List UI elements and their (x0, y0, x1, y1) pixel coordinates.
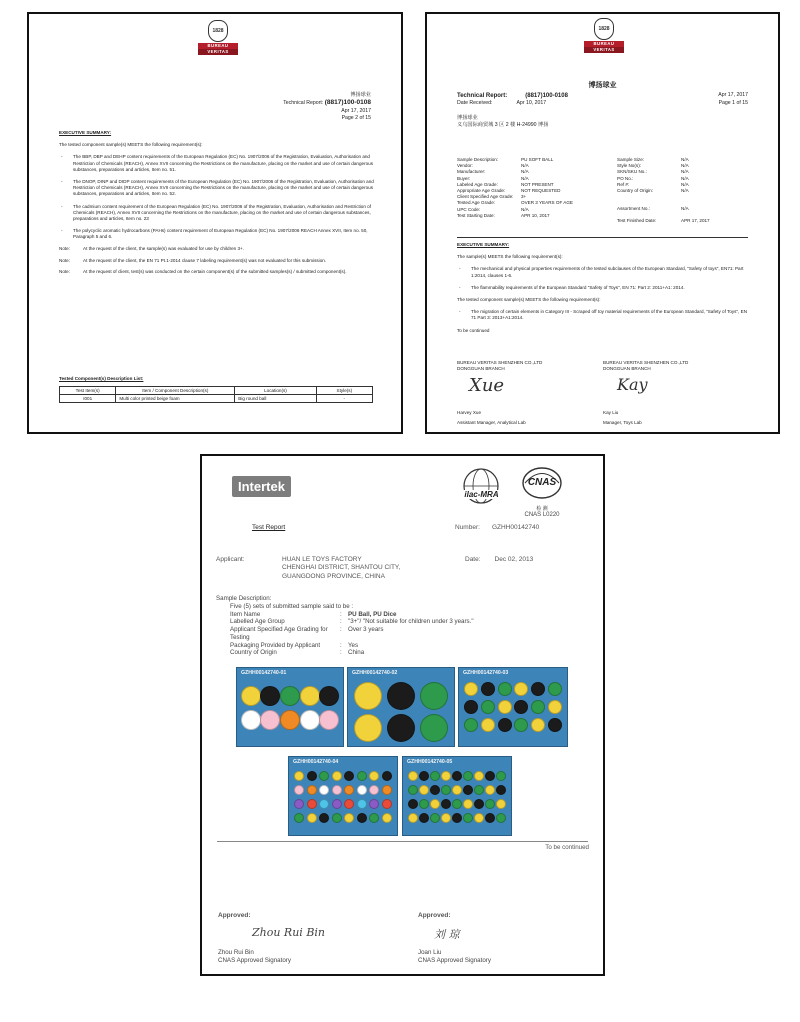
sample-ball (332, 785, 342, 795)
sample-ball (332, 771, 342, 781)
sample-ball (369, 771, 379, 781)
sample-ball (430, 785, 440, 795)
bureau-veritas-logo: 1828 BUREAU VERITAS (196, 20, 240, 55)
sample-ball (498, 718, 512, 732)
sample-ball (307, 799, 317, 809)
approved-label: Approved: (218, 912, 251, 919)
sample-ball (408, 785, 418, 795)
sample-ball (369, 785, 379, 795)
component-table (59, 386, 373, 403)
client-address-cn: 义乌国际商贸城 3 区 2 楼 H-24990 博扬 (457, 122, 549, 129)
sample-ball (241, 710, 261, 730)
sample-ball (294, 785, 304, 795)
sample-ball (464, 682, 478, 696)
approved-label: Approved: (418, 912, 451, 919)
sample-ball (514, 700, 528, 714)
sample-ball (319, 771, 329, 781)
bv-report-page-1 (425, 12, 780, 434)
table-title: Tested Component(s) Description List: (59, 376, 144, 381)
report-date: Date: Dec 02, 2013 (465, 556, 534, 563)
sample-ball (408, 799, 418, 809)
requirement-list (59, 154, 377, 240)
ilac-globe-icon (454, 466, 509, 511)
sample-photo-05: GZHH00142740-05 (402, 756, 512, 836)
note: Note: At the request of the client, the EN 71 Pt.1-2014 clause 7 labeling requirement(s) was not evaluated for this submission. (59, 257, 327, 263)
note: Note: At the request of client, test(s) was conducted on the certain component(s) of the submitted samples(s) / submitted component(s). (59, 268, 347, 274)
column-header: Style(s) (316, 387, 372, 395)
sample-ball (498, 682, 512, 696)
sample-photo-02: GZHH00142740-02 (347, 667, 455, 747)
sample-ball (294, 799, 304, 809)
sample-ball (357, 799, 367, 809)
ilac-mra-logo: ilac-MRA (454, 466, 509, 511)
list-item: - The polycyclic aromatic hydrocarbons (PAHs) content requirement of European Regulation (EC) No. 1907/2006 REACH Annex XVII, Item no. 50, Paragraph 5 and 6. (59, 228, 377, 240)
sample-ball (441, 813, 451, 823)
sample-photo-01: GZHH00142740-01 (236, 667, 344, 747)
sample-ball (463, 813, 473, 823)
sample-ball (294, 813, 304, 823)
signer-block: BUREAU VERITAS SHENZHEN CO.,LTD DONGGUAN BRANCH Kay Kay Liu Manager, Toys Lab (603, 360, 689, 425)
sample-ball (369, 813, 379, 823)
sample-ball (280, 710, 300, 730)
sample-ball (419, 785, 429, 795)
sample-ball (452, 813, 462, 823)
sample-ball (485, 785, 495, 795)
sample-ball (452, 785, 462, 795)
sample-ball (481, 718, 495, 732)
sample-description: Sample Description: Five (5) sets of submitted sample said to be : Item Name : PU Ball, PU Dice Labelled Age Group : "3+"/ "Not suitable for children under 3 years." Applicant Specified Age Grading for Testing : Over 3 years Packaging Provided by Applicant : Yes Country of Origin : China (216, 595, 474, 657)
sample-ball (344, 799, 354, 809)
sample-ball (294, 771, 304, 781)
approver-block: Zhou Rui Bin CNAS Approved Signatory (218, 949, 291, 965)
sample-ball (332, 813, 342, 823)
sample-ball (260, 686, 280, 706)
sample-ball (463, 771, 473, 781)
sample-ball (498, 700, 512, 714)
client-cn-1: 博扬球业 (457, 115, 478, 122)
sample-ball (452, 799, 462, 809)
bv-seal-icon: 1828 (594, 18, 614, 40)
sample-ball (474, 785, 484, 795)
sample-ball (408, 813, 418, 823)
sample-photo-04: GZHH00142740-04 (288, 756, 398, 836)
sample-ball (474, 799, 484, 809)
applicant-label: Applicant: (216, 556, 245, 563)
sample-ball (531, 682, 545, 696)
sample-ball (496, 813, 506, 823)
component-list (59, 376, 373, 403)
sample-ball (548, 682, 562, 696)
report-date: Apr 17, 2017 (341, 107, 371, 114)
intertek-report-page (200, 454, 605, 976)
sample-ball (430, 813, 440, 823)
sample-ball (319, 710, 339, 730)
approver-block: Joan Liu CNAS Approved Signatory (418, 949, 491, 965)
sample-ball (474, 813, 484, 823)
page-number: Page 2 of 15 (341, 114, 371, 121)
sample-ball (531, 700, 545, 714)
sample-ball (307, 785, 317, 795)
sample-ball (319, 785, 329, 795)
table-row: I001 Multi color printed beige foam Big round ball - (60, 395, 373, 403)
signer-block: BUREAU VERITAS SHENZHEN CO.,LTD DONGGUAN BRANCH Xue Harvey Xue Assistant Manager, Analytical Lab (457, 360, 543, 425)
sample-ball (357, 771, 367, 781)
summary-title: EXECUTIVE SUMMARY: (59, 130, 112, 135)
list-item: - The BBP, DBP and DEHP content requirements of the European Regulation (EC) No. 1907/2006 of the Registration, Evaluation, Authorisation and Restriction of Chemicals (REACH), Annex XVII concerning the Restrictions on the manufacture, placing on the market and use of certain dangerous substances, preparations and articles, Item no. 51. (59, 154, 377, 173)
table-header-row (60, 387, 373, 395)
sample-ball (280, 686, 300, 706)
sample-ball (260, 710, 280, 730)
executive-summary: EXECUTIVE SUMMARY: The sample(s) MEETS the following requirement(s): - The mechanical and physical properties requirements of the tested subclauses of the European Standard, "Safety of toys", EN71: Part 1:2014, clauses 1-6. - The flammability requirements of the European Standard "Safety of Toys", EN 71: Part 2: 2011+A1: 2014. The tested component sample(s) MEETS the following requirement(s): - The migration of certain elements in Category III - Scraped off toy material requirements of the European Standard, "Safety of Toys", EN 71 Part 3: 2013+A1:2014. To be continued (457, 242, 753, 334)
report-number: Number: GZHH00142740 (455, 524, 540, 531)
sample-ball (464, 718, 478, 732)
report-header (283, 92, 371, 122)
list-item: - The cadmium content requirement of the European Regulation (EC) No. 1907/2006 of the Registration, Evaluation, Authorisation and Restriction of Chemicals (REACH), Annex XVII concerning the Restrictions on the manufacture, placing on the market and use of certain dangerous substances, preparations and articles, Item no. 23 (59, 204, 377, 223)
sample-ball (481, 682, 495, 696)
sample-ball (496, 771, 506, 781)
sample-ball (344, 771, 354, 781)
sample-ball (463, 785, 473, 795)
signature-harvey: Xue (469, 375, 505, 396)
sample-ball (419, 799, 429, 809)
list-item: - The mechanical and physical properties requirements of the tested subclauses of the European Standard, "Safety of toys", EN71: Part 1:2014, clauses 1-6. (457, 266, 753, 278)
sample-ball (319, 799, 329, 809)
sample-ball (548, 718, 562, 732)
sample-ball (548, 700, 562, 714)
sample-ball (441, 785, 451, 795)
sample-ball (485, 771, 495, 781)
sample-photo-03: GZHH00142740-03 (458, 667, 568, 747)
sample-ball (496, 799, 506, 809)
sample-ball (382, 771, 392, 781)
report-title: Test Report (252, 524, 286, 531)
sample-ball (441, 799, 451, 809)
sample-ball (485, 799, 495, 809)
sample-ball (332, 799, 342, 809)
sample-ball (382, 785, 392, 795)
report-header: Technical Report: (8817)100-0108 Apr 17, 2017 Date Received: Apr 10, 2017 Page 1 of 15 博扬球业 义乌国际商贸城 3 区 2 楼 H-24990 博扬 (457, 92, 748, 129)
sample-ball (464, 700, 478, 714)
sample-ball (420, 714, 448, 742)
sample-ball (307, 771, 317, 781)
sample-ball (382, 799, 392, 809)
sample-ball (344, 813, 354, 823)
summary-intro: The tested component sample(s) MEETS the following requirement(s): (59, 142, 203, 148)
sample-ball (344, 785, 354, 795)
sample-ball (382, 813, 392, 823)
list-item: - The DNOP, DINP and DIDP content requirements of the European Regulation (EC) No. 1907/2006 of the Registration, Evaluation, Authorisation and Restriction of Chemicals (REACH), Annex XVII concerning the Restrictions on the manufacture, placing on the market and use of certain dangerous substances, preparations and articles, Item no. 52. (59, 179, 377, 198)
continued-text: To be continued (545, 844, 589, 851)
sample-ball (307, 813, 317, 823)
bureau-veritas-logo: 1828 BUREAU VERITAS (582, 18, 626, 53)
sample-ball (319, 813, 329, 823)
note: Note: At the request of the client, the sample(s) was evaluated for use by children 3+. (59, 246, 244, 252)
signature-zhou: Zhou Rui Bin (252, 926, 325, 939)
sample-ball (419, 813, 429, 823)
sample-ball (300, 710, 320, 730)
signature-kay: Kay (617, 375, 648, 394)
sample-ball (474, 771, 484, 781)
sample-ball (387, 682, 415, 710)
bv-report-page-2 (27, 12, 403, 434)
sample-ball (419, 771, 429, 781)
signature-joan: 刘 琼 (434, 928, 460, 941)
client-name-cn: 博扬球业 (350, 92, 371, 98)
sample-ball (357, 813, 367, 823)
client-name-cn: 博扬球业 (588, 82, 617, 89)
intertek-logo: Intertek (232, 476, 291, 497)
report-number-line: Technical Report: (8817)100-0108 (283, 99, 371, 107)
sample-ball (452, 771, 462, 781)
sample-ball (441, 771, 451, 781)
sample-ball (485, 813, 495, 823)
bv-seal-icon: 1828 (208, 20, 228, 42)
sample-ball (481, 700, 495, 714)
executive-summary (59, 130, 377, 280)
column-header: Location(s) (235, 387, 316, 395)
column-header: Test Item(s) (60, 387, 116, 395)
sample-ball (300, 686, 320, 706)
sample-ball (514, 718, 528, 732)
sample-ball (420, 682, 448, 710)
applicant-address: HUAN LE TOYS FACTORY CHENGHAI DISTRICT, SHANTOU CITY, GUANGDONG PROVINCE, CHINA (282, 556, 401, 580)
cnas-logo: CNAS 检 测 CNAS L0220 (512, 466, 572, 524)
column-header: Item / Component Description(s) (116, 387, 235, 395)
sample-fields-right: Sample Size: N/A Style No(s): N/A SKN/SKU No.: N/A PO No.: N/A Ref #: N/A Country of Origin: N/A Assortment No.: N/A Test Finished Date: APR 17, 2017 (617, 157, 710, 224)
list-item: - The flammability requirements of the European Standard "Safety of Toys", EN 71: Part 2: 2011+A1: 2014. (457, 285, 753, 291)
sample-ball (357, 785, 367, 795)
sample-ball (496, 785, 506, 795)
continued-text: To be continued (457, 327, 490, 333)
sample-ball (408, 771, 418, 781)
sample-ball (241, 686, 261, 706)
sample-ball (514, 682, 528, 696)
sample-ball (430, 799, 440, 809)
sample-fields-left: Sample Description: PU SOFT BALL Vendor: N/A Manufacturer: N/A Buyer: N/A Labeled Age Grade: NOT PRESENT Appropriate Age Grade: NOT REQUESTED Client Specified Age Grade: 3+ Tested Age Grade: OVER 3 YEARS OF AGE UPC Code: N/A Test Starting Date: APR 10, 2017 (457, 157, 573, 218)
sample-ball (463, 799, 473, 809)
list-item: - The migration of certain elements in Category III - Scraped off toy material requirements of the European Standard, "Safety of Toys", EN 71 Part 3: 2013+A1:2014. (457, 309, 753, 321)
sample-ball (387, 714, 415, 742)
sample-ball (531, 718, 545, 732)
sample-ball (319, 686, 339, 706)
sample-ball (354, 714, 382, 742)
sample-ball (354, 682, 382, 710)
sample-ball (369, 799, 379, 809)
sample-ball (430, 771, 440, 781)
